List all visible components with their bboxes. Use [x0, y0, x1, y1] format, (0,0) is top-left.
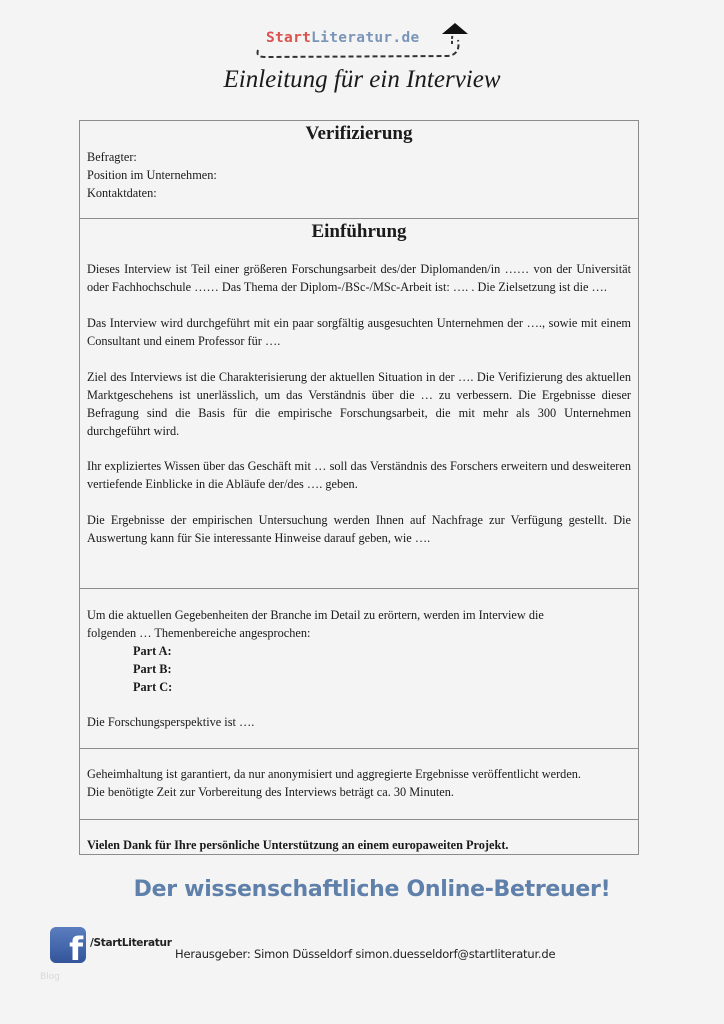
intro-paragraph: Die Ergebnisse der empirischen Untersuchung werden Ihnen auf Nachfrage zur Verfügung gestellt. Die Auswertung kann für Sie interessante Hinweise darauf geben, wie ….	[87, 513, 631, 545]
verification-section	[80, 121, 638, 219]
part-b-label: Part B:	[133, 662, 172, 676]
research-perspective: Die Forschungsperspektive ist ….	[87, 715, 255, 729]
part-a-label: Part A:	[133, 644, 172, 658]
document-title: Einleitung für ein Interview	[223, 66, 501, 93]
intro-paragraph: Dieses Interview ist Teil einer größeren Forschungsarbeit des/der Diplomanden/in …… von der Universität oder Fachhochschule …… Das Thema der Diplom-/BSc-/MSc-Arbeit ist: …. . Die Zielsetzung ist die ….	[87, 262, 631, 294]
introduction-title: Einführung	[311, 221, 407, 242]
interview-form-box	[79, 120, 639, 855]
confidentiality-section	[80, 749, 638, 820]
facebook-icon[interactable]	[50, 927, 86, 963]
publisher-info: Herausgeber: Simon Düsseldorf simon.duesseldorf@startliteratur.de	[175, 947, 556, 961]
blog-watermark: Blog	[40, 972, 60, 982]
thanks-text: Vielen Dank für Ihre persönliche Unterstützung an einem europaweiten Projekt.	[87, 838, 509, 852]
slogan: Der wissenschaftliche Online-Betreuer!	[133, 877, 611, 902]
facebook-handle[interactable]: /StartLiteratur	[90, 937, 172, 949]
verification-title: Verifizierung	[305, 123, 413, 144]
field-contact: Kontaktdaten:	[87, 186, 157, 200]
part-c-label: Part C:	[133, 680, 173, 694]
intro-paragraph: Das Interview wird durchgeführt mit ein paar sorgfältig ausgesuchten Unternehmen der …., sowie mit einem Consultant und einem Professor für ….	[87, 316, 631, 348]
duration-line: Die benötigte Zeit zur Vorbereitung des Interviews beträgt ca. 30 Minuten.	[87, 785, 454, 799]
confidentiality-line: Geheimhaltung ist garantiert, da nur anonymisiert und aggregierte Ergebnisse veröffentlicht werden.	[87, 767, 581, 781]
facebook-glyph: f	[69, 930, 83, 963]
thanks-section	[80, 820, 638, 854]
topics-section	[80, 589, 638, 749]
startliteratur-logo	[252, 22, 472, 58]
topics-intro: Um die aktuellen Gegebenheiten der Branche im Detail zu erörtern, werden im Interview die folgenden … Themenbereiche angesprochen:	[87, 608, 544, 640]
intro-paragraph: Ziel des Interviews ist die Charakterisierung der aktuellen Situation in der …. Die Verifizierung des aktuellen Marktgeschehens ist unerlässlich, um das Verständnis über die … zu verbessern. Die Ergebnisse dieser Befragung sind die Basis für die empirische Forschungsarbeit, die mit mehr als 300 Unternehmen durchgeführt wird.	[87, 370, 631, 438]
introduction-section	[80, 219, 638, 589]
field-position: Position im Unternehmen:	[87, 168, 217, 182]
intro-paragraph: Ihr expliziertes Wissen über das Geschäft mit … soll das Verständnis des Forschers erweitern und desweiteren vertiefende Einblicke in die Abläufe der/des …. geben.	[87, 459, 631, 491]
field-respondent: Befragter:	[87, 150, 137, 164]
logo-text-start: Start	[266, 30, 312, 46]
logo-text	[266, 30, 420, 46]
logo-text-rest: Literatur.de	[311, 30, 420, 46]
